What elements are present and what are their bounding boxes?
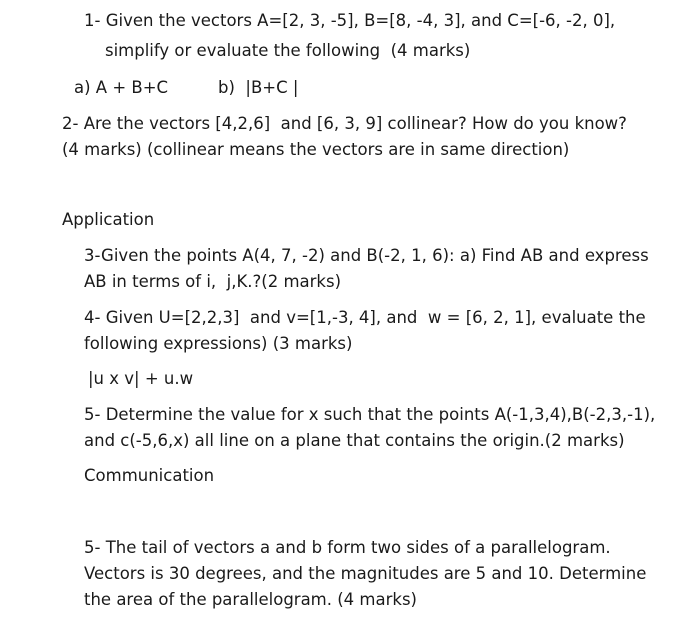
- q4-line-1: 4- Given U=[2,2,3] and v=[1,-3, 4], and w = [6, 2, 1], evaluate the: [84, 308, 646, 327]
- q2-line-1: 2- Are the vectors [4,2,6] and [6, 3, 9] collinear? How do you know?: [62, 114, 627, 133]
- q2-line-2: (4 marks) (collinear means the vectors are in same direction): [62, 140, 570, 159]
- q3-line-2: AB in terms of i, j,K.?(2 marks): [84, 272, 342, 291]
- q5-line-1: 5- Determine the value for x such that the points A(-1,3,4),B(-2,3,-1),: [84, 405, 656, 424]
- q3-line-1: 3-Given the points A(4, 7, -2) and B(-2, 1, 6): a) Find AB and express: [84, 246, 649, 265]
- q6-line-2: Vectors is 30 degrees, and the magnitudes are 5 and 10. Determine: [84, 564, 647, 583]
- q6-line-3: the area of the parallelogram. (4 marks): [84, 590, 417, 609]
- q5-line-2: and c(-5,6,x) all line on a plane that contains the origin.(2 marks): [84, 431, 625, 450]
- section-heading-application: Application: [62, 210, 155, 229]
- q1-part-a: a) A + B+C: [74, 78, 169, 97]
- q4-line-2: following expressions) (3 marks): [84, 334, 353, 353]
- q1-line-1: 1- Given the vectors A=[2, 3, -5], B=[8, -4, 3], and C=[-6, -2, 0],: [84, 11, 616, 30]
- q1-part-b: b) |B+C |: [218, 78, 299, 97]
- section-heading-communication: Communication: [84, 466, 215, 485]
- q6-line-1: 5- The tail of vectors a and b form two sides of a parallelogram.: [84, 538, 611, 557]
- q1-line-2: simplify or evaluate the following (4 marks): [105, 41, 471, 60]
- q4-expression: |u x v| + u.w: [88, 369, 194, 388]
